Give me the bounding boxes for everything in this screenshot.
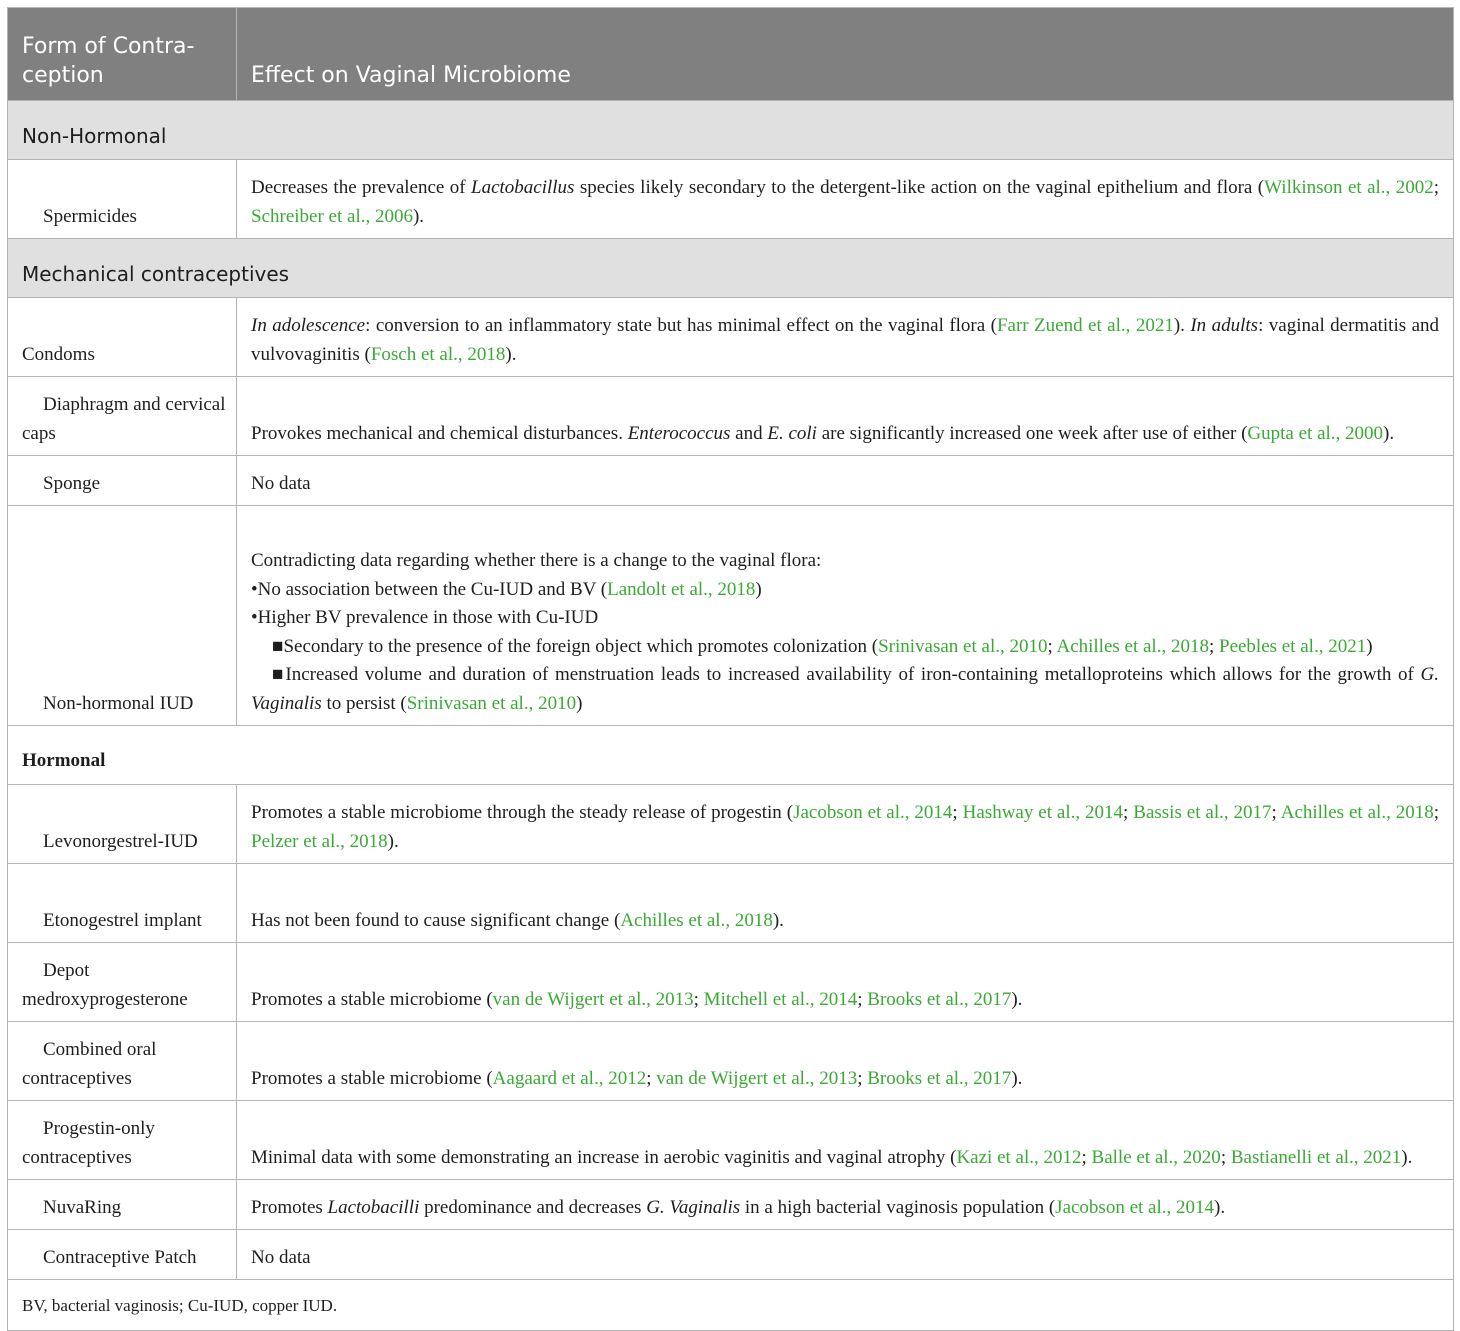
effect-italic: G. Vaginalis xyxy=(251,664,1439,714)
reference-link[interactable]: Balle et al., 2020 xyxy=(1091,1146,1221,1168)
effect-cell xyxy=(237,506,1454,726)
form-cell xyxy=(8,1180,237,1230)
table-row xyxy=(8,943,1454,1022)
form-cell xyxy=(8,1022,237,1101)
effect-line: •Higher BV prevalence in those with Cu-IUD xyxy=(251,607,599,628)
effect-text: ). xyxy=(1401,1146,1413,1168)
table-row xyxy=(8,298,1454,377)
reference-link[interactable]: Bassis et al., 2017 xyxy=(1133,802,1272,823)
effect-text: in a high bacterial vaginosis population ( xyxy=(740,1196,1056,1218)
effect-text: ). xyxy=(1173,315,1191,336)
effect-italic: E. coli xyxy=(767,422,817,444)
effect-italic: In adults xyxy=(1190,315,1259,336)
form-cell xyxy=(8,506,237,726)
effect-text: ; xyxy=(1081,1146,1092,1168)
effect-text: ). xyxy=(1214,1196,1226,1218)
reference-link[interactable]: Landolt et al., 2018 xyxy=(607,578,756,600)
effect-cell xyxy=(237,160,1454,239)
effect-text: ; xyxy=(1208,635,1219,657)
form-label: NuvaRing xyxy=(43,1196,122,1218)
reference-link[interactable]: Pelzer et al., 2018 xyxy=(251,830,388,852)
effect-text: : vaginal dermatitis and vulvovaginitis ( xyxy=(251,315,1440,365)
form-label: Depot medroxyprogesterone xyxy=(22,960,188,1010)
section-hormonal: Hormonal xyxy=(8,726,1454,785)
effect-text: Provokes mechanical and chemical disturbances. xyxy=(251,422,628,444)
effect-text: : conversion to an inflammatory state but has minimal effect on the vaginal flora ( xyxy=(365,315,997,336)
table-row xyxy=(8,160,1454,239)
effect-text: Promotes xyxy=(251,1196,328,1218)
effect-text: species likely secondary to the detergent-like action on the vaginal epithelium and flora ( xyxy=(574,177,1265,198)
effect-text: •No association between the Cu-IUD and BV ( xyxy=(251,578,608,600)
effect-text: Promotes a stable microbiome through the steady release of progestin ( xyxy=(251,802,794,823)
reference-link[interactable]: Achilles et al., 2018 xyxy=(1056,635,1209,657)
reference-link[interactable]: Farr Zuend et al., 2021 xyxy=(996,315,1174,336)
effect-line xyxy=(251,576,1439,605)
reference-link[interactable]: van de Wijgert et al., 2013 xyxy=(656,1067,858,1089)
footnote-row xyxy=(8,1280,1454,1331)
effect-text: predominance and decreases xyxy=(419,1196,647,1218)
reference-link[interactable]: Achilles et al., 2018 xyxy=(620,909,773,931)
form-label: Combined oral contraceptives xyxy=(22,1039,157,1089)
form-label: Condoms xyxy=(22,343,95,365)
reference-link[interactable]: Bastianelli et al., 2021 xyxy=(1230,1146,1402,1168)
form-label: Etonogestrel implant xyxy=(43,909,202,931)
effect-text: ). xyxy=(505,343,517,365)
section-row xyxy=(8,726,1454,785)
effect-cell xyxy=(237,298,1454,377)
form-label: Progestin-only contraceptives xyxy=(22,1118,155,1168)
effect-line xyxy=(251,633,1439,662)
effect-cell xyxy=(237,1180,1454,1230)
effect-text: Promotes a stable microbiome ( xyxy=(251,1067,493,1089)
header-form: Form of Contra-ception xyxy=(8,8,237,101)
form-cell xyxy=(8,298,237,377)
effect-text: ; xyxy=(857,1067,868,1089)
effect-italic: Lactobacillus xyxy=(471,177,575,198)
header-effect: Effect on Vaginal Microbiome xyxy=(237,8,1454,101)
section-non-hormonal: Non-Hormonal xyxy=(8,101,1454,160)
effect-text: ; xyxy=(1433,177,1439,198)
effect-text: ; xyxy=(857,988,868,1010)
form-label: Levonorgestrel-IUD xyxy=(43,830,198,852)
effect-text: ; xyxy=(1220,1146,1231,1168)
effect-text: Promotes a stable microbiome ( xyxy=(251,988,493,1010)
reference-link[interactable]: Jacobson et al., 2014 xyxy=(1055,1196,1214,1218)
form-label: Spermicides xyxy=(43,205,137,227)
effect-text: ■Secondary to the presence of the foreign object which promotes colonization ( xyxy=(272,635,879,657)
effect-text: are significantly increased one week after use of either ( xyxy=(816,422,1248,444)
reference-link[interactable]: Peebles et al., 2021 xyxy=(1219,635,1367,657)
section-mechanical: Mechanical contraceptives xyxy=(8,239,1454,298)
effect-text: Has not been found to cause significant change ( xyxy=(251,909,621,931)
reference-link[interactable]: Achilles et al., 2018 xyxy=(1280,802,1434,823)
effect-text: Minimal data with some demonstrating an increase in aerobic vaginitis and vaginal atrophy ( xyxy=(251,1146,957,1168)
table-container xyxy=(7,7,1453,1331)
effect-cell: No data xyxy=(237,456,1454,506)
effect-italic: Enterococcus xyxy=(627,422,731,444)
effect-line: Contradicting data regarding whether there is a change to the vaginal flora: xyxy=(251,550,822,571)
effect-text: ) xyxy=(1366,635,1373,657)
form-cell xyxy=(8,1230,237,1280)
reference-link[interactable]: Brooks et al., 2017 xyxy=(867,1067,1012,1089)
effect-text: ). xyxy=(387,830,399,852)
table-row xyxy=(8,506,1454,726)
effect-italic: Lactobacilli xyxy=(327,1196,420,1218)
reference-link[interactable]: Gupta et al., 2000 xyxy=(1247,422,1384,444)
effect-text: ). xyxy=(772,909,784,931)
form-cell xyxy=(8,160,237,239)
reference-link[interactable]: Kazi et al., 2012 xyxy=(956,1146,1082,1168)
effect-cell xyxy=(237,943,1454,1022)
effect-text: ) xyxy=(576,692,583,714)
reference-link[interactable]: Brooks et al., 2017 xyxy=(867,988,1012,1010)
table-row xyxy=(8,785,1454,864)
table-row xyxy=(8,456,1454,506)
reference-link[interactable]: Srinivasan et al., 2010 xyxy=(406,692,577,714)
header-row xyxy=(8,8,1454,101)
form-label: Diaphragm and cervical caps xyxy=(22,394,226,444)
effect-text: and xyxy=(730,422,768,444)
effect-text: ; xyxy=(1271,802,1281,823)
effect-text: ; xyxy=(693,988,704,1010)
effect-text: ; xyxy=(952,802,963,823)
form-label: Sponge xyxy=(43,472,100,494)
effect-cell xyxy=(237,864,1454,943)
effect-text: ; xyxy=(1433,802,1440,823)
table-row xyxy=(8,377,1454,456)
effect-text: to persist ( xyxy=(321,692,407,714)
effect-text: ). xyxy=(1011,988,1023,1010)
table-row xyxy=(8,1180,1454,1230)
effect-cell xyxy=(237,1022,1454,1101)
effect-text: ). xyxy=(412,205,425,227)
section-row xyxy=(8,101,1454,160)
form-cell xyxy=(8,864,237,943)
reference-link[interactable]: van de Wijgert et al., 2013 xyxy=(492,988,694,1010)
effect-cell xyxy=(237,1101,1454,1180)
effect-cell: No data xyxy=(237,1230,1454,1280)
form-label: Contraceptive Patch xyxy=(43,1246,197,1268)
effect-italic: G. Vaginalis xyxy=(646,1196,741,1218)
effect-text: ■Increased volume and duration of menstruation leads to increased availability of iron-containing metalloproteins which allows for the growth of xyxy=(272,664,1421,685)
contraception-table xyxy=(7,7,1454,1331)
form-cell xyxy=(8,785,237,864)
effect-italic: In adolescence xyxy=(251,315,366,336)
reference-link[interactable]: Hashway et al., 2014 xyxy=(962,802,1124,823)
reference-link[interactable]: Srinivasan et al., 2010 xyxy=(878,635,1048,657)
effect-text: Decreases the prevalence of xyxy=(251,177,471,198)
effect-cell xyxy=(237,377,1454,456)
table-row xyxy=(8,1230,1454,1280)
effect-text: ). xyxy=(1011,1067,1023,1089)
reference-link[interactable]: Schreiber et al., 2006 xyxy=(251,205,413,227)
form-cell xyxy=(8,456,237,506)
effect-text: ; xyxy=(1123,802,1134,823)
effect-text: ). xyxy=(1383,422,1395,444)
effect-text: ; xyxy=(646,1067,657,1089)
effect-cell xyxy=(237,785,1454,864)
effect-line xyxy=(251,661,1439,718)
section-row xyxy=(8,239,1454,298)
reference-link[interactable]: Mitchell et al., 2014 xyxy=(703,988,858,1010)
form-label: Non-hormonal IUD xyxy=(43,692,194,714)
effect-text: ) xyxy=(755,578,762,600)
reference-link[interactable]: Fosch et al., 2018 xyxy=(370,343,506,365)
table-row xyxy=(8,1101,1454,1180)
form-cell xyxy=(8,1101,237,1180)
reference-link[interactable]: Aagaard et al., 2012 xyxy=(492,1067,647,1089)
reference-link[interactable]: Wilkinson et al., 2002 xyxy=(1264,177,1434,198)
table-row xyxy=(8,1022,1454,1101)
reference-link[interactable]: Jacobson et al., 2014 xyxy=(793,802,953,823)
footnote: BV, bacterial vaginosis; Cu-IUD, copper IUD. xyxy=(8,1280,1454,1331)
table-row xyxy=(8,864,1454,943)
effect-text: ; xyxy=(1047,635,1057,657)
form-cell xyxy=(8,943,237,1022)
form-cell xyxy=(8,377,237,456)
